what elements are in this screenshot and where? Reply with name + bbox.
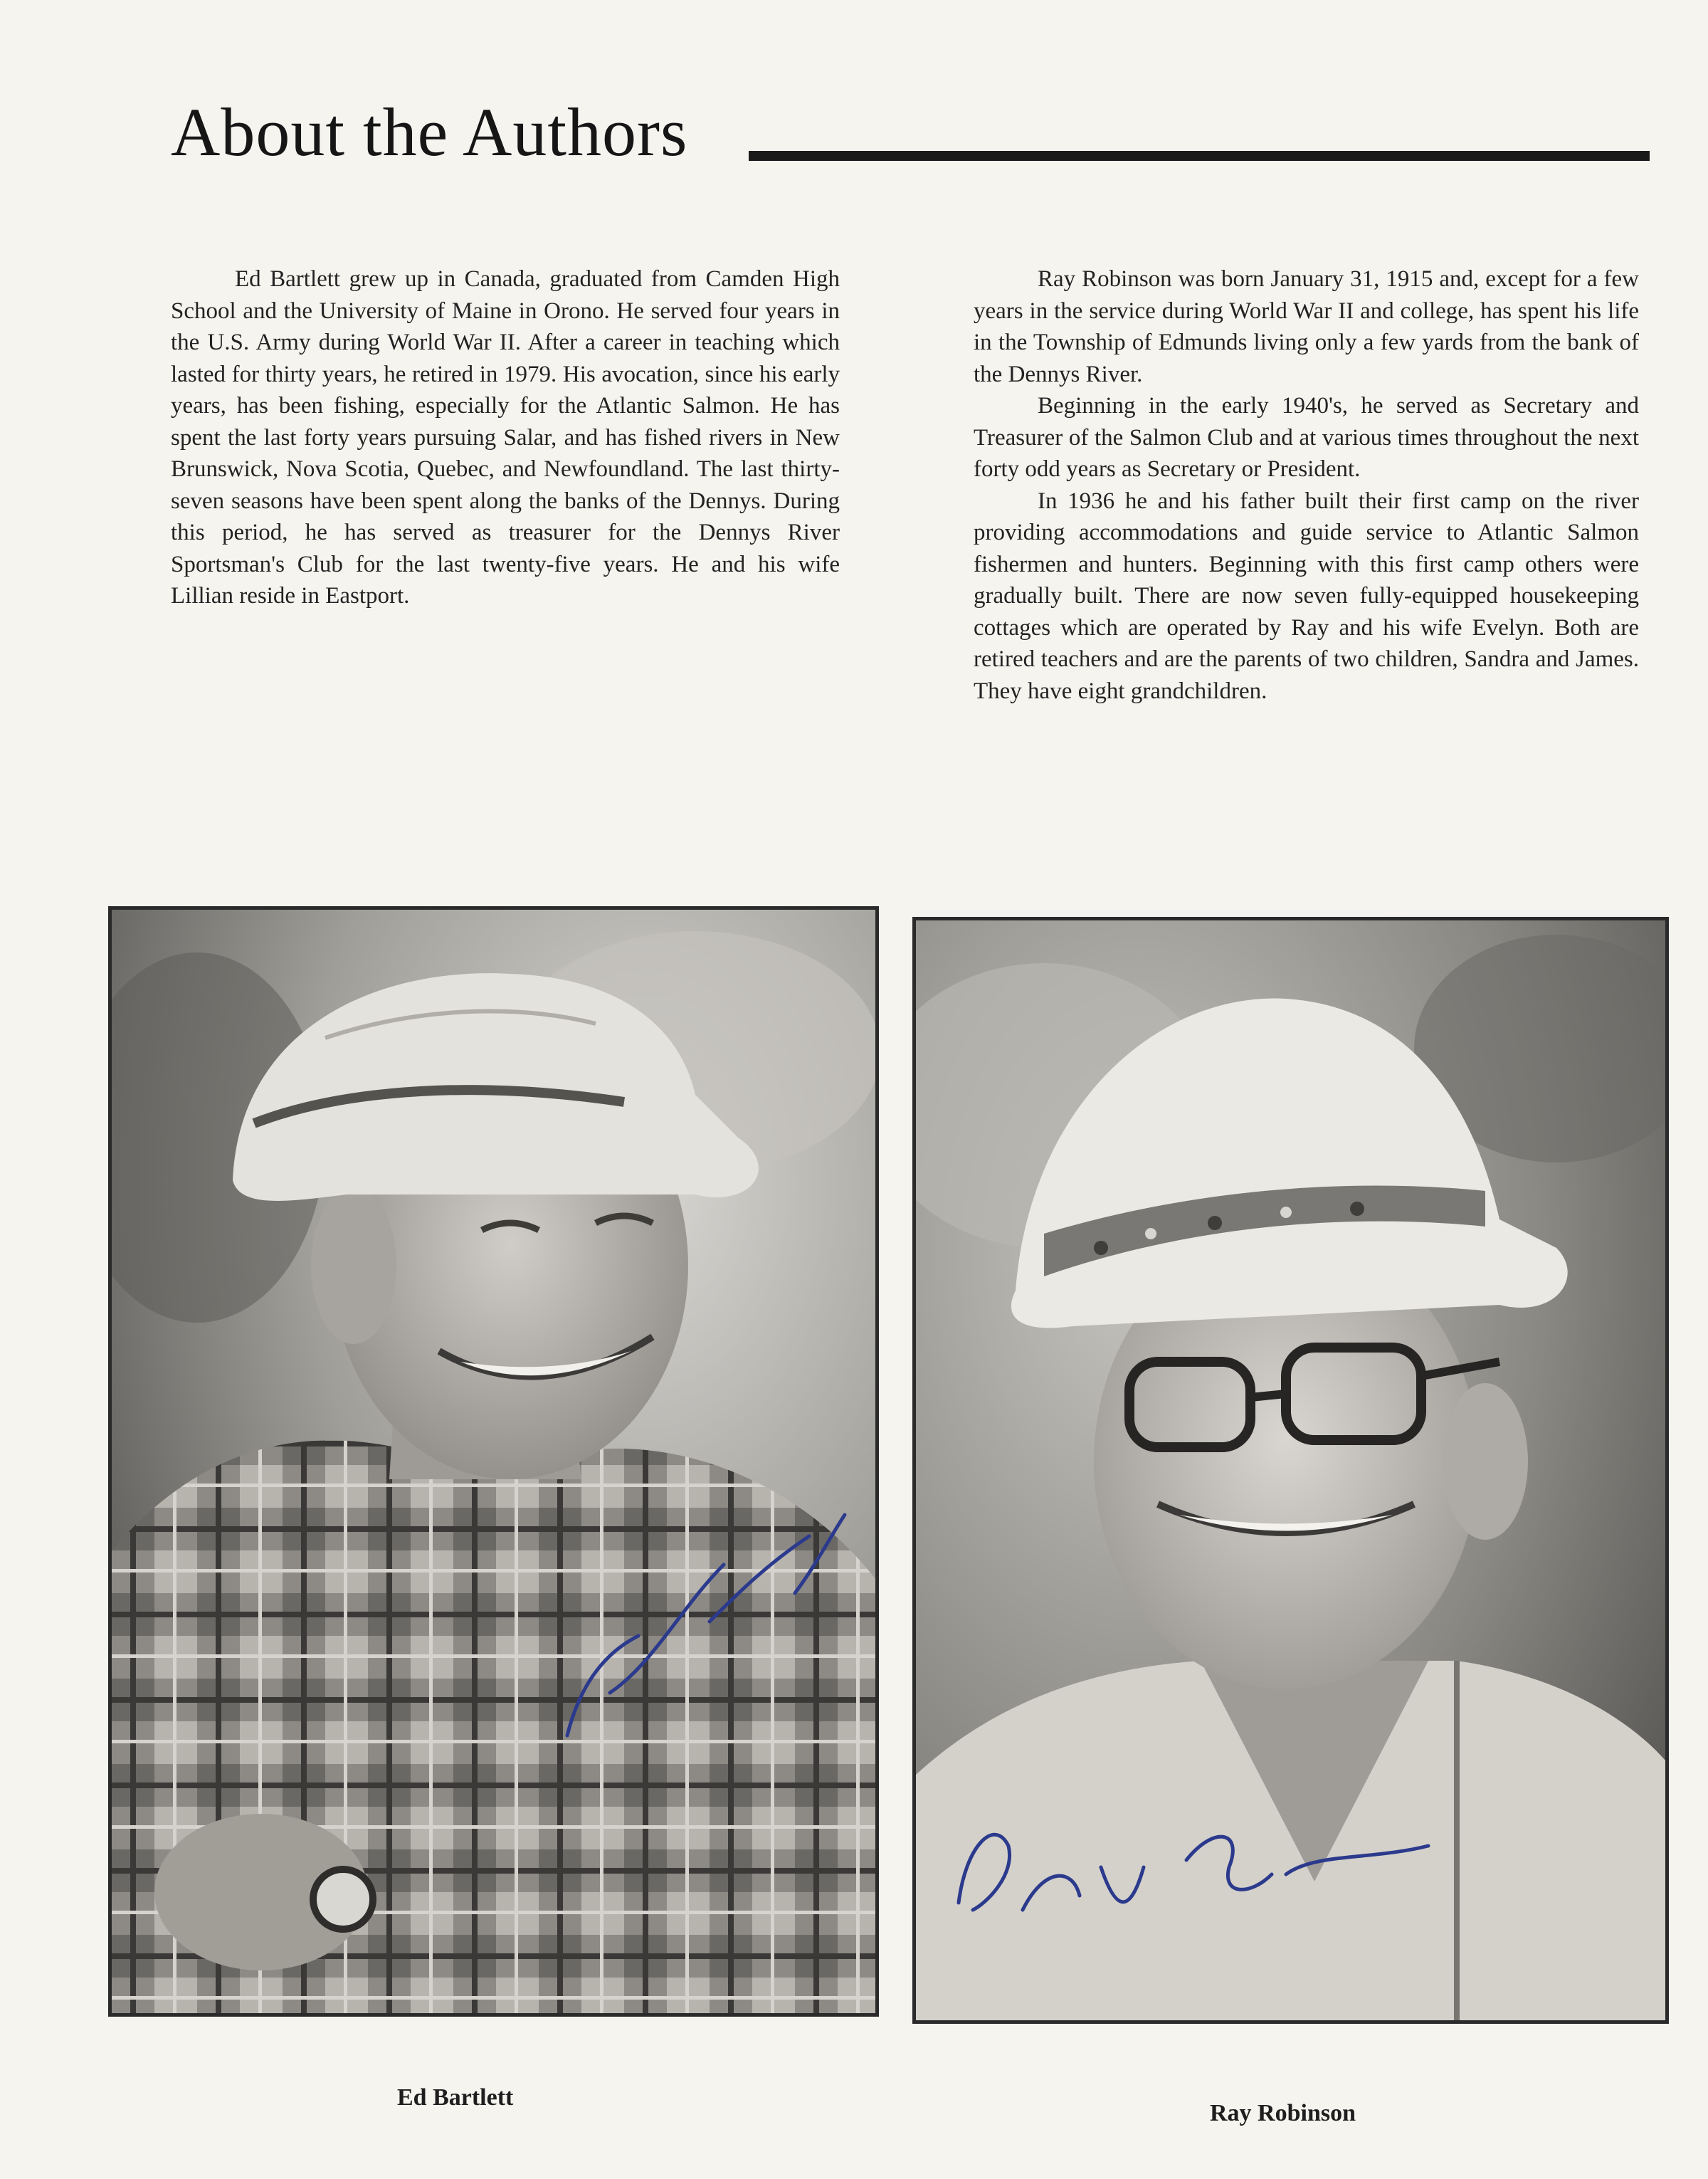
portrait-ed-bartlett-illustration	[112, 910, 875, 2013]
portrait-ray-robinson-illustration	[916, 920, 1665, 2020]
caption-ed-bartlett: Ed Bartlett	[397, 2084, 514, 2111]
caption-ray-robinson: Ray Robinson	[1210, 2100, 1356, 2126]
bio-paragraph: In 1936 he and his father built their first camp on the river providing accommodations and guide service to Atlantic Salmon fishermen and hunters. Beginning with this first camp others were gradually built. There are now seven fully-equipped housekeeping cottages which are operated by Ray and his wife Evelyn. Both are retired teachers and are the parents of two children, Sandra and James. They have eight grandchildren.	[974, 488, 1639, 704]
bio-paragraph: Ed Bartlett grew up in Canada, graduated from Camden High School and the University of Maine in Orono. He served four years in the U.S. Army during World War II. After a career in teaching which lasted for thirty years, he retired in 1979. His avocation, since his early years, has been fishing, especially for the Atlantic Salmon. He has spent the last forty years pursuing Salar, and has fished rivers in New Brunswick, Nova Scotia, Quebec, and Newfoundland. The last thirty-seven seasons have been spent along the banks of the Dennys. During this period, he has served as treasurer for the Dennys River Sportsman's Club for the last twenty-five years. He and his wife Lillian reside in Eastport.	[171, 266, 840, 609]
portrait-ray-robinson	[912, 917, 1669, 2024]
portrait-ed-bartlett	[108, 906, 879, 2017]
bio-ray-robinson	[974, 263, 1639, 707]
page-title: About the Authors	[171, 94, 688, 170]
bio-paragraph: Ray Robinson was born January 31, 1915 and, except for a few years in the service during World War II and college, has spent his life in the Township of Edmunds living only a few yards from the bank of the Dennys River.	[974, 266, 1639, 387]
title-rule	[749, 151, 1650, 161]
bio-ed-bartlett	[171, 263, 840, 612]
bio-paragraph: Beginning in the early 1940's, he served as Secretary and Treasurer of the Salmon Club and at various times throughout the next forty odd years as Secretary or President.	[974, 393, 1639, 482]
